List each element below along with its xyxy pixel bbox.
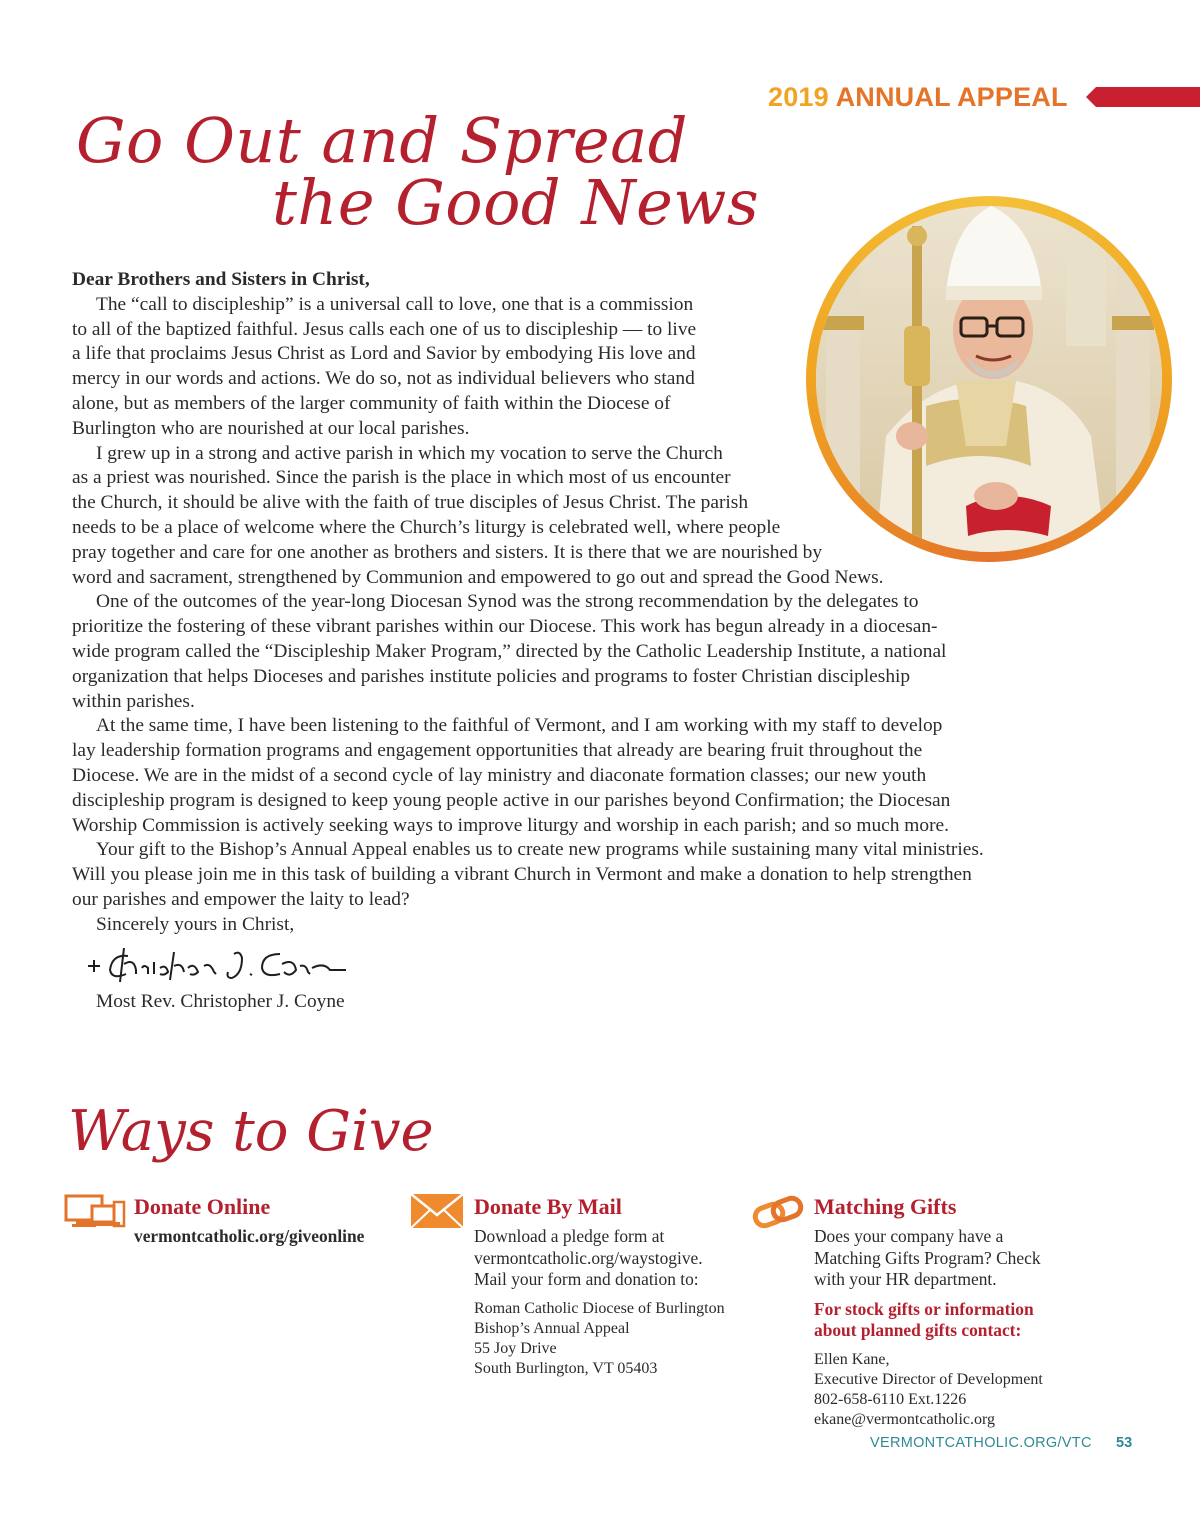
appeal-tag	[768, 80, 1068, 114]
letter-line: At the same time, I have been listening to the faithful of Vermont, and I am working with my staff to develop	[96, 715, 943, 737]
stock-gifts-line: about planned gifts contact:	[814, 1320, 1022, 1340]
letter-line: wide program called the “Discipleship Maker Program,” directed by the Catholic Leadership Institute, a national	[72, 640, 947, 662]
letter-line: word and sacrament, strengthened by Communion and empowered to go out and spread the Good News.	[72, 566, 884, 588]
footer-url[interactable]: VERMONTCATHOLIC.ORG/VTC	[870, 1435, 1092, 1451]
letter-line: within parishes.	[72, 690, 195, 712]
contact-email[interactable]: ekane@vermontcatholic.org	[814, 1410, 996, 1428]
donate-online-heading: Donate Online	[134, 1194, 271, 1219]
signature	[84, 944, 354, 986]
letter-line: discipleship program is designed to keep young people active in our parishes beyond Confirmation; the Diocesan	[72, 789, 951, 811]
letter-line: mercy in our words and actions. We do so, not as individual believers who stand	[72, 368, 695, 390]
address-line: 55 Joy Drive	[474, 1339, 557, 1357]
letter-paragraph-5	[72, 838, 1072, 912]
donate-mail-heading: Donate By Mail	[474, 1194, 622, 1219]
letter-line: The “call to discipleship” is a universal call to love, one that is a commission	[96, 293, 694, 315]
matching-gifts-section	[814, 1192, 1094, 1430]
stock-gifts-line: For stock gifts or information	[814, 1298, 1034, 1319]
envelope-icon	[410, 1193, 464, 1229]
letter-paragraph-4	[72, 714, 1072, 838]
page-title-line1: Go Out and Spread	[76, 104, 688, 177]
donate-online-section	[134, 1192, 404, 1248]
letter-paragraph-1	[72, 293, 752, 442]
letter-line: organization that helps Dioceses and parishes institute policies and programs to foster Christian discipleship	[72, 665, 911, 687]
letter-body	[72, 268, 1072, 938]
letter-line: I grew up in a strong and active parish in which my vocation to serve the Church	[96, 442, 723, 464]
contact-line: Executive Director of Development	[814, 1370, 1043, 1388]
letter-line: Your gift to the Bishop’s Annual Appeal enables us to create new programs while sustaining many vital ministries.	[96, 839, 984, 861]
mail-line: Mail your form and donation to:	[474, 1269, 699, 1289]
letter-line: the Church, it should be alive with the faith of true disciples of Jesus Christ. The parish	[72, 492, 749, 514]
letter-line: a life that proclaims Jesus Christ as Lord and Savior by embodying His love and	[72, 343, 696, 365]
letter-line: needs to be a place of welcome where the Church’s liturgy is celebrated well, where people	[72, 516, 781, 538]
matching-line: Matching Gifts Program? Check	[814, 1247, 1041, 1268]
page-title-line2: the Good News	[272, 166, 760, 239]
contact-line: Ellen Kane,	[814, 1350, 890, 1368]
page-number: 53	[1116, 1435, 1133, 1451]
letter-line: Worship Commission is actively seeking ways to improve liturgy and worship in each parish; and so much more.	[72, 814, 949, 836]
mail-line[interactable]: vermontcatholic.org/waystogive.	[474, 1247, 703, 1268]
letter-line: to all of the baptized faithful. Jesus calls each one of us to discipleship — to live	[72, 318, 697, 340]
donate-mail-section	[474, 1192, 754, 1379]
letter-line: our parishes and empower the laity to lead?	[72, 888, 410, 910]
letter-line: Diocese. We are in the midst of a second cycle of lay ministry and diaconate formation classes; our new youth	[72, 764, 927, 786]
signer-name: Most Rev. Christopher J. Coyne	[96, 991, 345, 1012]
letter-paragraph-3	[72, 590, 1072, 714]
chain-link-icon	[752, 1194, 804, 1230]
address-line: Bishop’s Annual Appeal	[474, 1319, 630, 1337]
letter-line: as a priest was nourished. Since the parish is the place in which most of us encounter	[72, 467, 731, 489]
letter-line: prioritize the fostering of these vibrant parishes within our Diocese. This work has begun already in a diocesan-	[72, 616, 938, 638]
address-line: Roman Catholic Diocese of Burlington	[474, 1299, 725, 1317]
letter-line: Will you please join me in this task of building a vibrant Church in Vermont and make a donation to help strengthen	[72, 864, 972, 886]
matching-line: Does your company have a	[814, 1226, 1004, 1246]
donate-online-link[interactable]: vermontcatholic.org/giveonline	[134, 1226, 365, 1246]
mail-line: Download a pledge form at	[474, 1226, 665, 1246]
appeal-year: 2019	[768, 82, 829, 112]
contact-phone: 802-658-6110 Ext.1226	[814, 1390, 967, 1408]
address-line: South Burlington, VT 05403	[474, 1359, 658, 1377]
ribbon-decoration	[1086, 87, 1200, 107]
letter-paragraph-2	[72, 442, 1072, 591]
closing: Sincerely yours in Christ,	[96, 913, 295, 935]
letter-line: pray together and care for one another as brothers and sisters. It is there that we are nourished by	[72, 541, 823, 563]
appeal-label: ANNUAL APPEAL	[835, 82, 1068, 112]
computer-icon	[64, 1194, 126, 1228]
salutation: Dear Brothers and Sisters in Christ,	[72, 269, 370, 290]
letter-line: lay leadership formation programs and engagement opportunities that already are bearing fruit throughout the	[72, 740, 923, 762]
letter-line: alone, but as members of the larger community of faith within the Diocese of	[72, 392, 671, 414]
letter-line: One of the outcomes of the year-long Diocesan Synod was the strong recommendation by the delegates to	[96, 591, 919, 613]
matching-line: with your HR department.	[814, 1269, 997, 1289]
matching-gifts-heading: Matching Gifts	[814, 1194, 957, 1219]
ways-to-give-title: Ways to Give	[68, 1099, 434, 1164]
letter-line: Burlington who are nourished at our local parishes.	[72, 417, 470, 439]
